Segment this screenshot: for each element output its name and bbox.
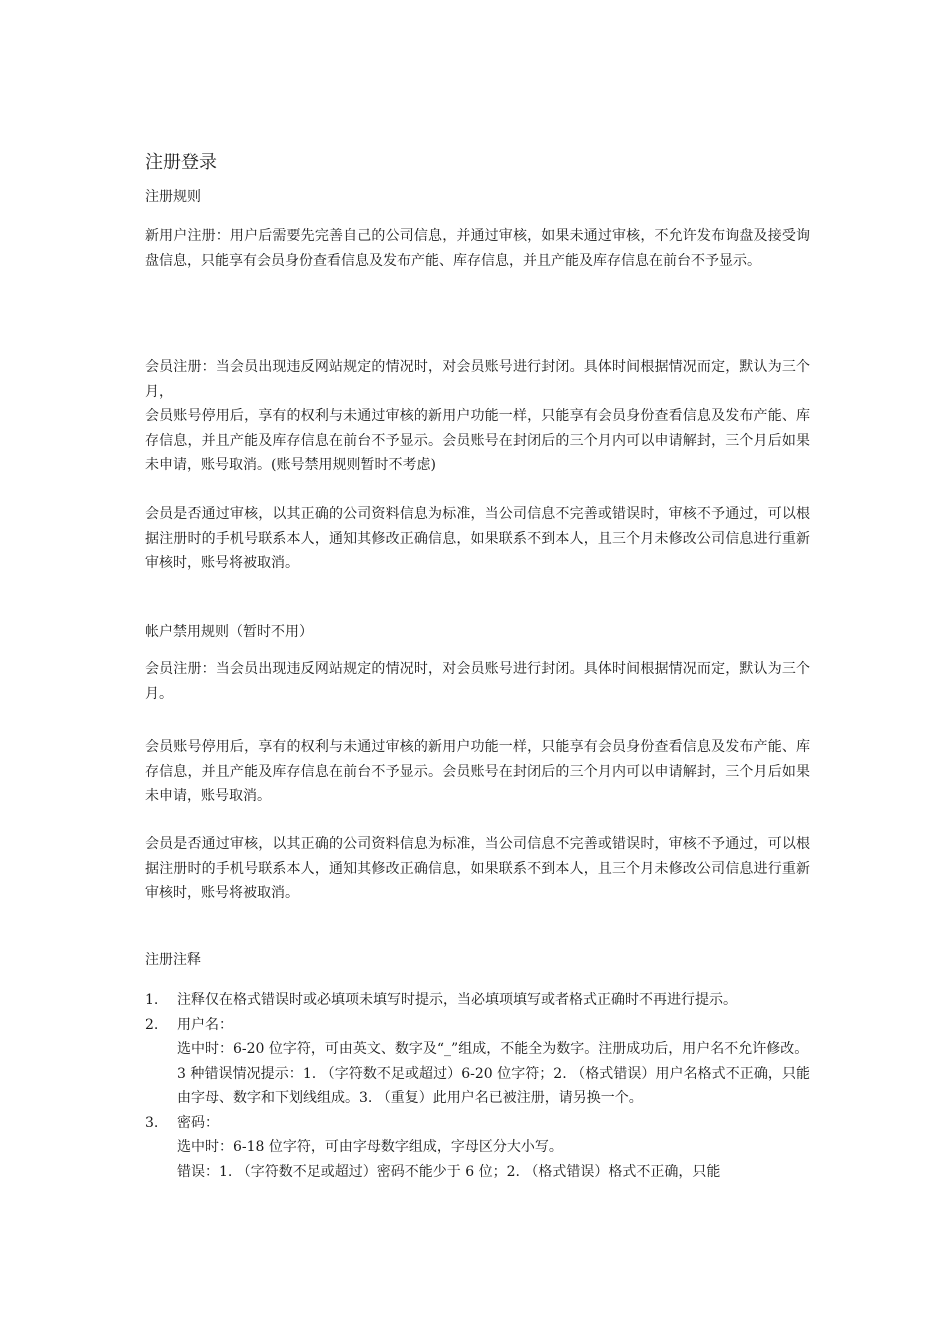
- password-selected-hint: 选中时：6-18 位字符，可由字母数字组成，字母区分大小写。: [177, 1139, 563, 1155]
- paragraph-member-registration: 会员注册：当会员出现违反网站规定的情况时，对会员账号进行封闭。具体时间根据情况而定，默认为三个月，: [145, 359, 810, 400]
- list-item-text: 注释仅在格式错误时或必填项未填写时提示，当必填项填写或者格式正确时不再进行提示。: [177, 992, 737, 1008]
- paragraph-member-review: 会员是否通过审核，以其正确的公司资料信息为标准，当公司信息不完善或错误时，审核不予通过，可以根据注册时的手机号联系本人，通知其修改正确信息，如果联系不到本人，且三个月未修改公司信息进行重新审核时，账号将被取消。: [145, 506, 810, 571]
- paragraph-disable-member-registration: 会员注册：当会员出现违反网站规定的情况时，对会员账号进行封闭。具体时间根据情况而定，默认为三个月。: [145, 661, 810, 702]
- list-item-number: 1.: [145, 992, 159, 1008]
- list-item: [145, 1111, 810, 1185]
- list-item-text: 用户名：: [177, 1016, 233, 1033]
- password-error-hints: 错误：1. （字符数不足或超过）密码不能少于 6 位；2. （格式错误）格式不正确，只能: [177, 1163, 721, 1180]
- registration-notes-list: [145, 988, 810, 1184]
- list-item-number: 2.: [145, 1016, 159, 1033]
- paragraph-disable-member-review: 会员是否通过审核，以其正确的公司资料信息为标准，当公司信息不完善或错误时，审核不予通过，可以根据注册时的手机号联系本人，通知其修改正确信息，如果联系不到本人，且三个月未修改公司信息进行重新审核时，账号将被取消。: [145, 836, 810, 901]
- paragraph-disable-account-suspension: 会员账号停用后，享有的权利与未通过审核的新用户功能一样，只能享有会员身份查看信息及发布产能、库存信息，并且产能及库存信息在前台不予显示。会员账号在封闭后的三个月内可以申请解封，三个月后如果未申请，账号取消。: [145, 739, 810, 804]
- username-selected-hint: 选中时：6-20 位字符，可由英文、数字及“_”组成，不能全为数字。注册成功后，用户名不允许修改。: [177, 1041, 809, 1057]
- list-item-number: 3.: [145, 1114, 159, 1131]
- section-heading-registration-notes: 注册注释: [145, 952, 201, 968]
- username-error-hints: 3 种错误情况提示：1. （字符数不足或超过）6-20 位字符；2. （格式错误）用户名格式不正确，只能由字母、数字和下划线组成。3. （重复）此用户名已被注册，请另换一个。: [177, 1065, 810, 1106]
- list-item: [145, 1013, 810, 1111]
- document-title: 注册登录: [145, 152, 217, 173]
- section-heading-account-disable-rules: 帐户禁用规则（暂时不用）: [145, 624, 313, 640]
- section-heading-registration-rules: 注册规则: [145, 189, 201, 205]
- paragraph-new-user-registration: 新用户注册：用户后需要先完善自己的公司信息，并通过审核，如果未通过审核，不允许发布询盘及接受询盘信息，只能享有会员身份查看信息及发布产能、库存信息，并且产能及库存信息在前台不予显示。: [145, 228, 810, 269]
- list-item-text: 密码：: [177, 1114, 219, 1131]
- paragraph-account-suspension: 会员账号停用后，享有的权利与未通过审核的新用户功能一样，只能享有会员身份查看信息及发布产能、库存信息，并且产能及库存信息在前台不予显示。会员账号在封闭后的三个月内可以申请解封，三个月后如果未申请，账号取消。(账号禁用规则暂时不考虑): [145, 408, 810, 473]
- list-item: [145, 988, 810, 1013]
